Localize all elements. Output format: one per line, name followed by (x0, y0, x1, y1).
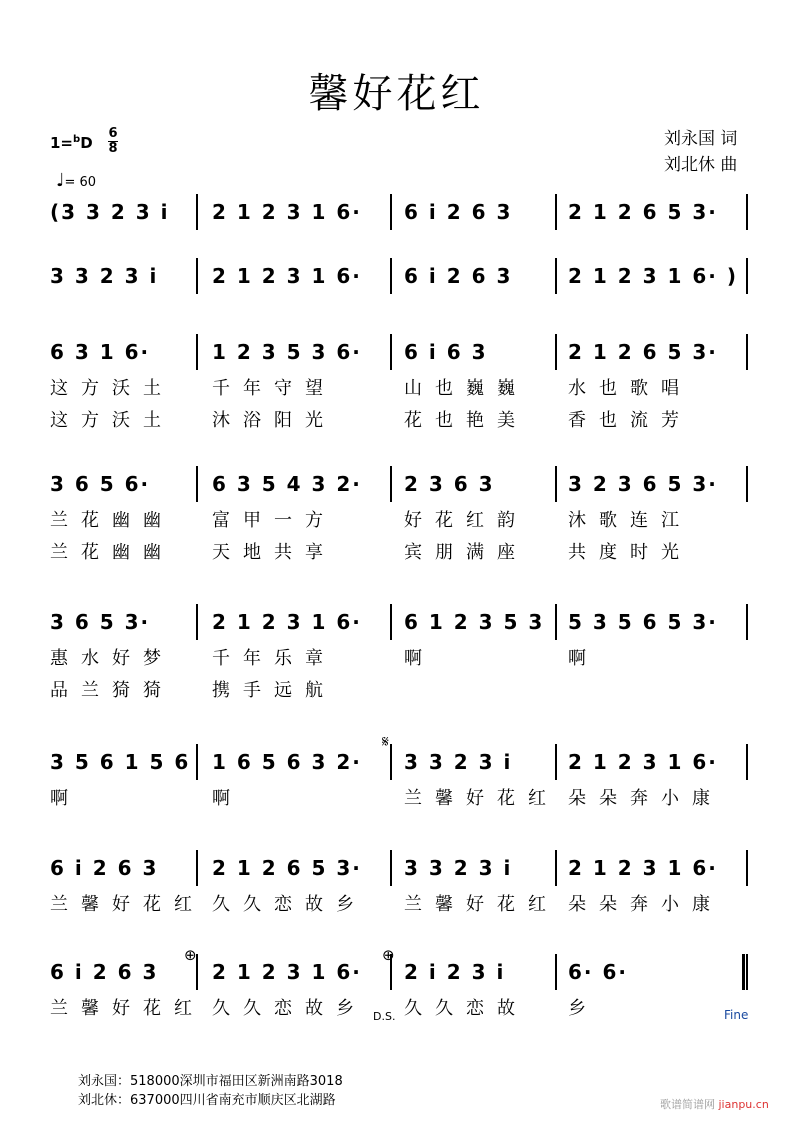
lyric-line: 香也流芳 (568, 410, 692, 431)
lyric-line: 啊 (568, 648, 599, 669)
lyric-line: 啊 (212, 788, 243, 809)
lyric-line: 这方沃土 (50, 378, 174, 399)
measure-notes: 3 5 6 1 5 6 (50, 750, 191, 774)
measure-notes: 6 i 2 6 3 (404, 200, 513, 224)
lyric-line: 好花红韵 (404, 510, 528, 531)
bar-line (196, 258, 198, 294)
measure-notes: 6 i 2 6 3 (50, 856, 159, 880)
bar-line (555, 194, 557, 230)
measure-notes: (3 3 2 3 i (50, 200, 170, 224)
lyric-line: 品兰猗猗 (50, 680, 174, 701)
bar-line (196, 604, 198, 640)
measure-notes: 6 i 6 3 (404, 340, 488, 364)
lyric-line: 天地共享 (212, 542, 336, 563)
measure-notes: 6 3 5 4 3 2· (212, 472, 362, 496)
tempo-marking: ♩= 60 (56, 170, 97, 191)
measure-notes: 2 3 6 3 (404, 472, 495, 496)
bar-line (390, 466, 392, 502)
lyric-line: 千年乐章 (212, 648, 336, 669)
quarter-note-icon: ♩ (56, 170, 65, 191)
bar-line (390, 850, 392, 886)
bar-line (555, 334, 557, 370)
footer-line-1: 刘永国：518000深圳市福田区新洲南路3018 (78, 1074, 343, 1089)
final-bar-line (742, 954, 745, 990)
bar-line (390, 194, 392, 230)
lyric-line: 沐浴阳光 (212, 410, 336, 431)
lyric-line: 共度时光 (568, 542, 692, 563)
footer-line-2: 刘北休：637000四川省南充市顺庆区北湖路 (78, 1093, 336, 1108)
lyric-line: 惠水好梦 (50, 648, 174, 669)
score-title: 馨好花红 (308, 71, 485, 117)
key-signature: 1=$^b$D (50, 134, 93, 152)
measure-notes: 3 3 2 3 i (50, 264, 159, 288)
bar-line (555, 466, 557, 502)
lyric-line: 富甲一方 (212, 510, 336, 531)
lyric-line: 久久恋故乡 (212, 894, 367, 915)
lyric-line: 兰花幽幽 (50, 542, 174, 563)
bar-line (196, 334, 198, 370)
lyric-line: 兰馨好花红 (404, 788, 559, 809)
lyric-line: 山也巍巍 (404, 378, 528, 399)
measure-notes: 2 1 2 3 1 6· (212, 610, 362, 634)
measure-notes: 3 2 3 6 5 3· (568, 472, 718, 496)
measure-notes: 3 3 2 3 i (404, 750, 513, 774)
bar-line (746, 744, 748, 780)
lyric-line: 水也歌唱 (568, 378, 692, 399)
bar-line (196, 466, 198, 502)
bar-line (390, 744, 392, 780)
lyric-line: 宾朋满座 (404, 542, 528, 563)
bar-line (390, 604, 392, 640)
bar-line (746, 604, 748, 640)
bar-line (555, 850, 557, 886)
measure-notes: 3 3 2 3 i (404, 856, 513, 880)
ds-marking: D.S. (373, 1010, 396, 1023)
bar-line (196, 194, 198, 230)
measure-notes: 1 6 5 6 3 2· (212, 750, 362, 774)
measure-notes: 5 3 5 6 5 3· (568, 610, 718, 634)
measure-notes: 6 i 2 6 3 (404, 264, 513, 288)
bar-line (196, 744, 198, 780)
measure-notes: 2 1 2 3 1 6· ) (568, 264, 739, 288)
coda-icon: ⊕ (184, 946, 197, 964)
lyric-line: 千年守望 (212, 378, 336, 399)
bar-line (390, 258, 392, 294)
measure-notes: 1 2 3 5 3 6· (212, 340, 362, 364)
bar-line (746, 258, 748, 294)
lyric-line: 携手远航 (212, 680, 336, 701)
measure-notes: 2 1 2 3 1 6· (568, 856, 718, 880)
lyric-line: 这方沃土 (50, 410, 174, 431)
lyric-line: 啊 (404, 648, 435, 669)
watermark: 歌谱简谱网 jianpu.cn (660, 1098, 769, 1111)
fine-marking: Fine (724, 1008, 749, 1022)
lyric-line: 兰馨好花红 (50, 998, 205, 1019)
bar-line (746, 850, 748, 886)
segno-icon: 𝄋 (382, 732, 389, 751)
coda-icon: ⊕ (382, 946, 395, 964)
lyric-line: 朵朵奔小康 (568, 894, 723, 915)
lyric-line: 乡 (568, 998, 599, 1019)
measure-notes: 2 1 2 3 1 6· (212, 200, 362, 224)
measure-notes: 6 i 2 6 3 (50, 960, 159, 984)
time-signature: 6 8 (108, 126, 118, 156)
lyric-line: 啊 (50, 788, 81, 809)
bar-line (555, 744, 557, 780)
lyric-line: 久久恋故乡 (212, 998, 367, 1019)
lyric-line: 久久恋故 (404, 998, 528, 1019)
bar-line (196, 850, 198, 886)
lyric-line: 兰馨好花红 (50, 894, 205, 915)
lyric-line: 沐歌连江 (568, 510, 692, 531)
measure-notes: 2 1 2 6 5 3· (568, 340, 718, 364)
measure-notes: 6 1 2 3 5 3 (404, 610, 545, 634)
lyric-line: 朵朵奔小康 (568, 788, 723, 809)
measure-notes: 3 6 5 6· (50, 472, 151, 496)
lyric-line: 兰馨好花红 (404, 894, 559, 915)
measure-notes: 2 1 2 3 1 6· (212, 264, 362, 288)
lyricist: 刘永国 词 (664, 129, 738, 149)
bar-line (746, 194, 748, 230)
bar-line (390, 334, 392, 370)
measure-notes: 3 6 5 3· (50, 610, 151, 634)
measure-notes: 6 3 1 6· (50, 340, 151, 364)
composer: 刘北休 曲 (664, 155, 738, 175)
measure-notes: 2 1 2 3 1 6· (568, 750, 718, 774)
measure-notes: 2 1 2 6 5 3· (212, 856, 362, 880)
footer-addresses (78, 1072, 343, 1110)
measure-notes: 2 i 2 3 i (404, 960, 506, 984)
bar-line (746, 954, 748, 990)
bar-line (555, 604, 557, 640)
measure-notes: 2 1 2 3 1 6· (212, 960, 362, 984)
bar-line (746, 334, 748, 370)
measure-notes: 6· 6· (568, 960, 628, 984)
bar-line (555, 954, 557, 990)
bar-line (555, 258, 557, 294)
measure-notes: 2 1 2 6 5 3· (568, 200, 718, 224)
lyric-line: 花也艳美 (404, 410, 528, 431)
bar-line (746, 466, 748, 502)
lyric-line: 兰花幽幽 (50, 510, 174, 531)
